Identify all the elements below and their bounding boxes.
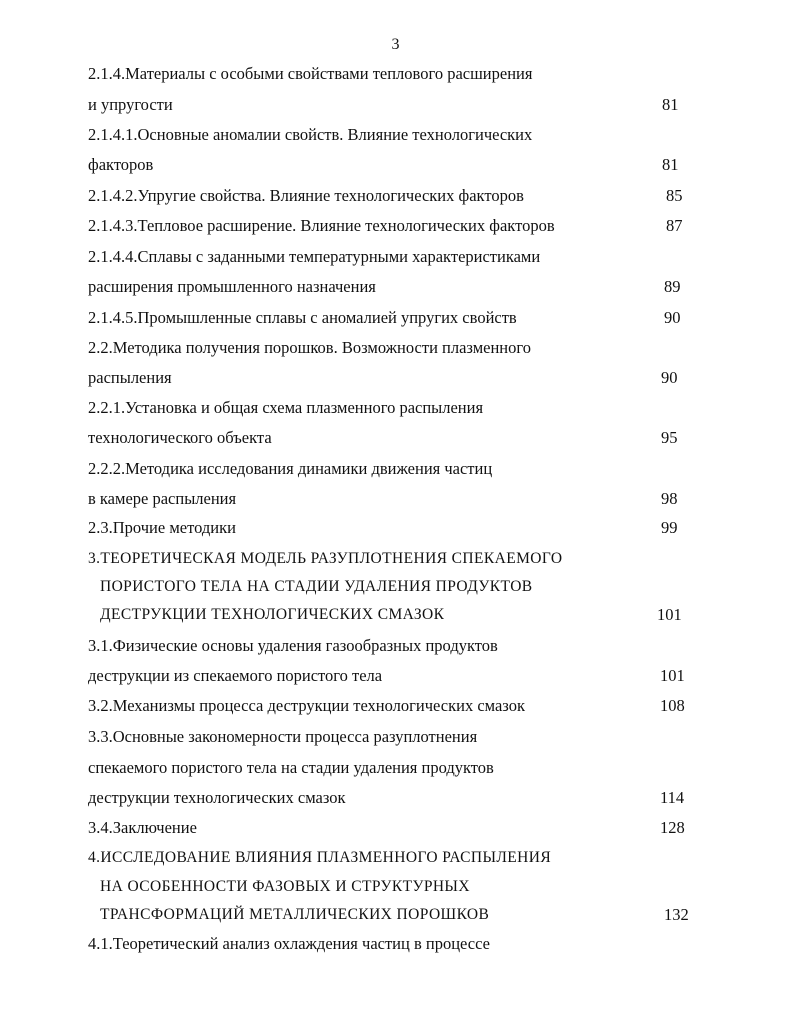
toc-page-ref: 108 <box>660 696 685 715</box>
toc-page-ref: 101 <box>657 605 682 624</box>
toc-line: 2.1.4.5.Промышленные сплавы с аномалией упругих свойств <box>88 308 517 327</box>
toc-line: технологического объекта <box>88 428 272 447</box>
toc-page-ref: 128 <box>660 818 685 837</box>
toc-line: 3.2.Механизмы процесса деструкции технологических смазок <box>88 696 525 715</box>
toc-line: 3.1.Физические основы удаления газообразных продуктов <box>88 636 498 655</box>
toc-line: деструкции из спекаемого пористого тела <box>88 666 383 685</box>
toc-line: 3.4.Заключение <box>88 818 197 837</box>
toc-page-ref: 81 <box>662 95 679 114</box>
toc-line: расширения промышленного назначения <box>88 277 376 296</box>
toc-line: 2.2.1.Установка и общая схема плазменного распыления <box>88 398 484 417</box>
toc-chapter-line: 4.ИССЛЕДОВАНИЕ ВЛИЯНИЯ ПЛАЗМЕННОГО РАСПЫЛЕНИЯ <box>88 849 552 866</box>
toc-page-ref: 81 <box>662 155 679 174</box>
toc-line: и упругости <box>88 95 173 114</box>
toc-page-ref: 132 <box>664 905 689 924</box>
toc-line: 2.1.4.2.Упругие свойства. Влияние технологических факторов <box>88 186 524 205</box>
toc-line: 2.1.4.Материалы с особыми свойствами теплового расширения <box>88 64 533 83</box>
page-number: 3 <box>391 36 400 53</box>
toc-chapter-line: 3.ТЕОРЕТИЧЕСКАЯ МОДЕЛЬ РАЗУПЛОТНЕНИЯ СПЕКАЕМОГО <box>88 550 563 567</box>
toc-line: 2.3.Прочие методики <box>88 518 236 537</box>
toc-line: деструкции технологических смазок <box>88 788 346 807</box>
toc-chapter-line: ПОРИСТОГО ТЕЛА НА СТАДИИ УДАЛЕНИЯ ПРОДУКТОВ <box>100 578 533 595</box>
toc-page-ref: 98 <box>661 489 678 508</box>
toc-page-ref: 95 <box>661 428 678 447</box>
toc-line: 4.1.Теоретический анализ охлаждения частиц в процессе <box>88 934 490 953</box>
toc-line: распыления <box>88 368 172 387</box>
toc-line: 2.2.2.Методика исследования динамики движения частиц <box>88 459 493 478</box>
toc-page-ref: 114 <box>660 788 685 807</box>
toc-page-ref: 99 <box>661 518 678 537</box>
toc-line: 2.1.4.1.Основные аномалии свойств. Влияние технологических <box>88 125 533 144</box>
toc-page-ref: 90 <box>661 368 678 387</box>
toc-line: 2.2.Методика получения порошков. Возможности плазменного <box>88 338 531 357</box>
toc-line: 2.1.4.4.Сплавы с заданными температурными характеристиками <box>88 247 541 266</box>
toc-page-ref: 89 <box>664 277 681 296</box>
toc-line: в камере распыления <box>88 489 237 508</box>
toc-line: 3.3.Основные закономерности процесса разуплотнения <box>88 727 478 746</box>
toc-line: спекаемого пористого тела на стадии удаления продуктов <box>88 758 494 777</box>
toc-page-ref: 85 <box>666 186 683 205</box>
toc-chapter-line: ДЕСТРУКЦИИ ТЕХНОЛОГИЧЕСКИХ СМАЗОК <box>100 606 445 623</box>
toc-page-ref: 87 <box>666 216 683 235</box>
toc-page-ref: 90 <box>664 308 681 327</box>
toc-chapter-line: НА ОСОБЕННОСТИ ФАЗОВЫХ И СТРУКТУРНЫХ <box>100 878 470 895</box>
toc-line: факторов <box>88 155 154 174</box>
toc-line: 2.1.4.3.Тепловое расширение. Влияние технологических факторов <box>88 216 555 235</box>
toc-page-ref: 101 <box>660 666 685 685</box>
toc-chapter-line: ТРАНСФОРМАЦИЙ МЕТАЛЛИЧЕСКИХ ПОРОШКОВ <box>100 906 490 923</box>
